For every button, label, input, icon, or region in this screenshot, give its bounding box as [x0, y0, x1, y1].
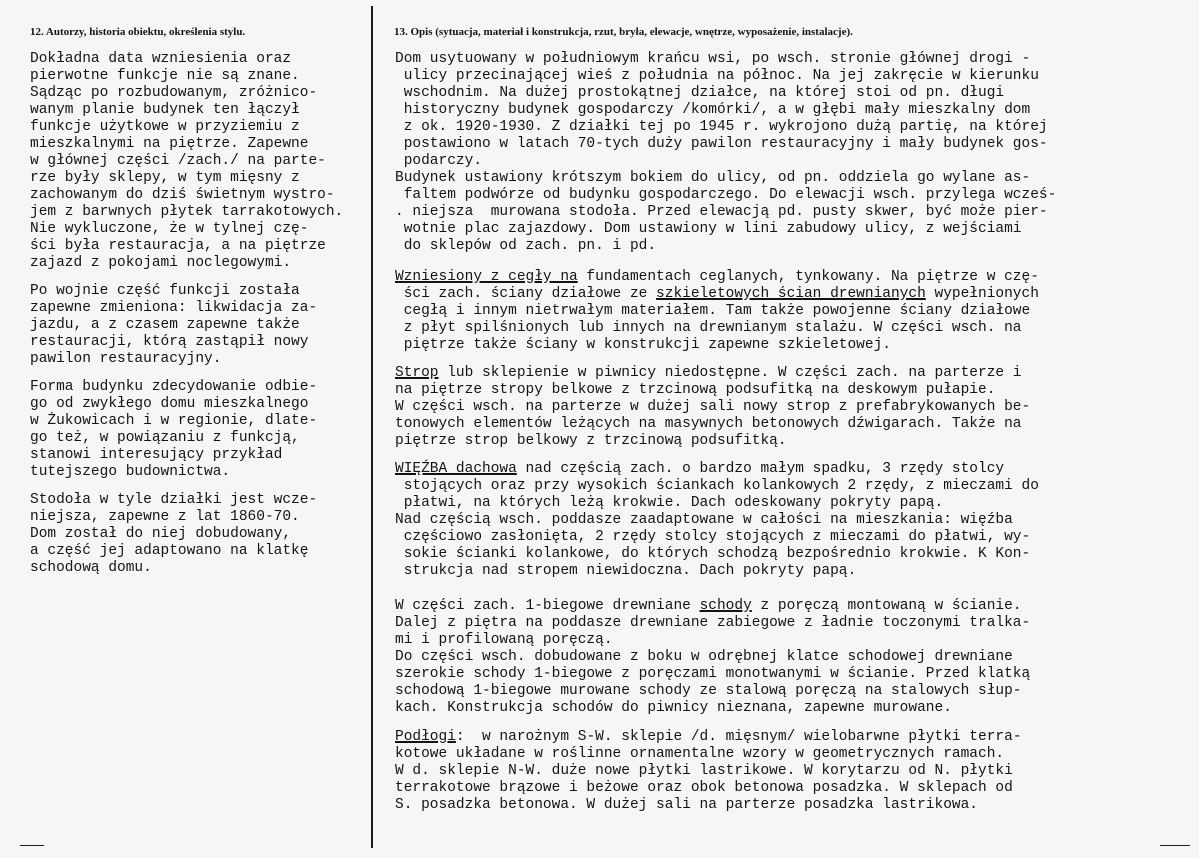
text-line: rze były sklepy, w tym mięsny z — [30, 170, 300, 186]
text-line: Dokładna data wzniesienia oraz — [30, 51, 292, 67]
underlined-phrase: szkieletowych ścian drewnianych — [656, 286, 926, 302]
stairs-heading: schody — [699, 598, 752, 614]
text-line: podarczy. — [395, 153, 483, 169]
text-line: zajazd z pokojami noclegowymi. — [30, 255, 292, 271]
text-line: Nad częścią wsch. poddasze zaadaptowane w całości na mieszkania: więźba — [395, 512, 1013, 528]
floors-heading: Podłogi — [395, 729, 456, 745]
text-line: schodową 1-biegowe murowane schody ze stalową poręczą na stalowych słup- — [395, 683, 1022, 699]
ceiling-paragraph — [395, 365, 1195, 450]
text-line: zachowanym do dziś świetnym wystro- — [30, 187, 335, 203]
text-line: Dom został do niej dobudowany, — [30, 526, 292, 542]
text-line — [395, 365, 1195, 382]
text-line — [395, 461, 1195, 478]
text-line: niejsza, zapewne z lat 1860-70. — [30, 509, 300, 525]
text-line: z płyt spilśnionych lub innych na drewnianym stalażu. W części wsch. na — [395, 320, 1022, 336]
text-line: piętrze strop belkowy z trzcinową podsufitką. — [395, 433, 787, 449]
history-paragraph-postwar — [30, 283, 370, 368]
text-line — [395, 269, 1195, 286]
roof-truss-heading: WIĘŹBA dachowa — [395, 461, 517, 477]
text-line: na piętrze stropy belkowe z trzcinową podsufitką na deskowym pułapie. — [395, 382, 996, 398]
bottom-left-rule — [20, 845, 44, 846]
history-paragraph-barn — [30, 492, 370, 577]
text-run: lub sklepienie w piwnicy niedostępne. W części zach. na parterze i — [438, 365, 1022, 381]
section-12-header: 12. Autorzy, historia obiektu, określenia stylu. — [30, 26, 246, 38]
text-line: a część jej adaptowano na klatkę — [30, 543, 309, 559]
text-run: ści zach. ściany działowe ze — [395, 286, 657, 302]
bottom-right-rule — [1160, 845, 1190, 846]
text-line: Dalej z piętra na poddasze drewniane zabiegowe z ładnie toczonymi tralka- — [395, 615, 1031, 631]
text-line: sokie ścianki kolankowe, do których schodzą bezpośrednio krokwie. K Kon- — [395, 546, 1031, 562]
text-line: częściowo zasłonięta, 2 rzędy stolcy stojących z mieczami do płatwi, wy- — [395, 529, 1031, 545]
roof-truss-paragraph — [395, 461, 1195, 580]
text-line: Nie wykluczone, że w tylnej czę- — [30, 221, 309, 237]
text-line: . niejsza murowana stodoła. Przed elewacją pd. pusty skwer, być może pier- — [395, 204, 1048, 220]
text-line: zapewne zmieniona: likwidacja za- — [30, 300, 318, 316]
text-line: mieszkalnymi na piętrze. Zapewne — [30, 136, 309, 152]
text-line: tonowych elementów leżących na masywnych betonowych dźwigarach. Także na — [395, 416, 1022, 432]
column-divider — [371, 6, 373, 848]
text-line — [395, 729, 1195, 746]
text-run: fundamentach ceglanych, tynkowany. Na piętrze w czę- — [577, 269, 1039, 285]
text-line: mi i profilowaną poręczą. — [395, 632, 613, 648]
description-column — [395, 51, 1195, 825]
text-line: z ok. 1920-1930. Z działki tej po 1945 r. wykrojono dużą partię, na której — [395, 119, 1048, 135]
text-line: Budynek ustawiony krótszym bokiem do ulicy, od pn. oddziela go wylane as- — [395, 170, 1031, 186]
text-run: nad częścią zach. o bardzo małym spadku, 3 rzędy stolcy — [516, 461, 1005, 477]
text-line: pawilon restauracyjny. — [30, 351, 222, 367]
text-line: faltem podwórze od budynku gospodarczego. Do elewacji wsch. przylega wcześ- — [395, 187, 1057, 203]
text-line: ulicy przecinającej wieś z południa na północ. Na jej zakręcie w kierunku — [395, 68, 1039, 84]
text-line: Stodoła w tyle działki jest wcze- — [30, 492, 318, 508]
text-run: : w narożnym S-W. sklepie /d. mięsnym/ wielobarwne płytki terra- — [455, 729, 1022, 745]
text-line: Po wojnie część funkcji została — [30, 283, 300, 299]
text-line: jazdu, a z czasem zapewne także — [30, 317, 300, 333]
text-line: w Żukowicach i w regionie, dlate- — [30, 413, 318, 429]
text-line — [395, 598, 1195, 615]
text-line: ści była restauracja, a na piętrze — [30, 238, 326, 254]
history-column — [30, 51, 370, 588]
text-line: stanowi interesujący przykład — [30, 447, 283, 463]
ceiling-heading: Strop — [395, 365, 439, 381]
text-line: kotowe układane w roślinne ornamentalne wzory w geometrycznych ramach. — [395, 746, 1005, 762]
text-line: wotnie plac zajazdowy. Dom ustawiony w lini zabudowy ulicy, z wejściami — [395, 221, 1022, 237]
text-line: cegłą i innym nietrwałym materiałem. Tam także powojenne ściany działowe — [395, 303, 1031, 319]
text-line: płatwi, na których leżą krokwie. Dach odeskowany pokryty papą. — [395, 495, 944, 511]
text-line: terrakotowe brązowe i beżowe oraz obok betonowa posadzka. W sklepach od — [395, 780, 1013, 796]
text-line: do sklepów od zach. pn. i pd. — [395, 238, 657, 254]
text-line: wschodnim. Na dużej prostokątnej działce, na której stoi od pn. długi — [395, 85, 1005, 101]
material-heading: Wzniesiony z cegły na — [395, 269, 578, 285]
text-line: strukcja nad stropem niewidoczna. Dach pokryty papą. — [395, 563, 857, 579]
text-run: wypełnionych — [925, 286, 1039, 302]
section-13-header: 13. Opis (sytuacja, materiał i konstrukcja, rzut, bryła, elewacje, wnętrze, wyposażenie, instalacje). — [394, 26, 853, 38]
text-line: Dom usytuowany w południowym krańcu wsi, po wsch. stronie głównej drogi - — [395, 51, 1031, 67]
location-paragraph — [395, 51, 1195, 255]
text-line: szerokie schody 1-biegowe z poręczami monotwanymi w ścianie. Przed klatką — [395, 666, 1031, 682]
text-line: Forma budynku zdecydowanie odbie- — [30, 379, 318, 395]
text-line: w głównej części /zach./ na parte- — [30, 153, 326, 169]
text-line: tutejszego budownictwa. — [30, 464, 231, 480]
text-line: S. posadzka betonowa. W dużej sali na parterze posadzka lastrikowa. — [395, 797, 978, 813]
text-run: z poręczą montowaną w ścianie. — [751, 598, 1022, 614]
text-line: restauracji, którą zastąpił nowy — [30, 334, 309, 350]
text-line: wanym planie budynek ten łączył — [30, 102, 300, 118]
text-line: jem z barwnych płytek tarrakotowych. — [30, 204, 344, 220]
text-line: go też, w powiązaniu z funkcją, — [30, 430, 300, 446]
history-paragraph-form — [30, 379, 370, 481]
stairs-paragraph — [395, 598, 1195, 717]
text-line: pierwotne funkcje nie są znane. — [30, 68, 300, 84]
text-line: historyczny budynek gospodarczy /komórki/, a w głębi mały mieszkalny dom — [395, 102, 1031, 118]
floors-paragraph — [395, 729, 1195, 814]
history-paragraph-origin — [30, 51, 370, 272]
text-line: W d. sklepie N-W. duże nowe płytki lastrikowe. W korytarzu od N. płytki — [395, 763, 1013, 779]
text-line: stojących oraz przy wysokich ściankach kolankowych 2 rzędy, z mieczami do — [395, 478, 1039, 494]
text-line: Do części wsch. dobudowane z boku w odrębnej klatce schodowej drewniane — [395, 649, 1013, 665]
material-paragraph — [395, 269, 1195, 354]
text-line: go od zwykłego domu mieszkalnego — [30, 396, 309, 412]
text-run: W części zach. 1-biegowe drewniane — [395, 598, 700, 614]
text-line: piętrze także ściany w konstrukcji zapewne szkieletowej. — [395, 337, 891, 353]
text-line: W części wsch. na parterze w dużej sali nowy strop z prefabrykowanych be- — [395, 399, 1031, 415]
text-line: Sądząc po rozbudowanym, zróżnico- — [30, 85, 318, 101]
text-line — [395, 286, 1195, 303]
text-line: funkcje użytkowe w przyziemiu z — [30, 119, 300, 135]
text-line: schodową domu. — [30, 560, 152, 576]
text-line: postawiono w latach 70-tych duży pawilon restauracyjny i mały budynek gos- — [395, 136, 1048, 152]
text-line: kach. Konstrukcja schodów do piwnicy nieznana, zapewne murowane. — [395, 700, 952, 716]
